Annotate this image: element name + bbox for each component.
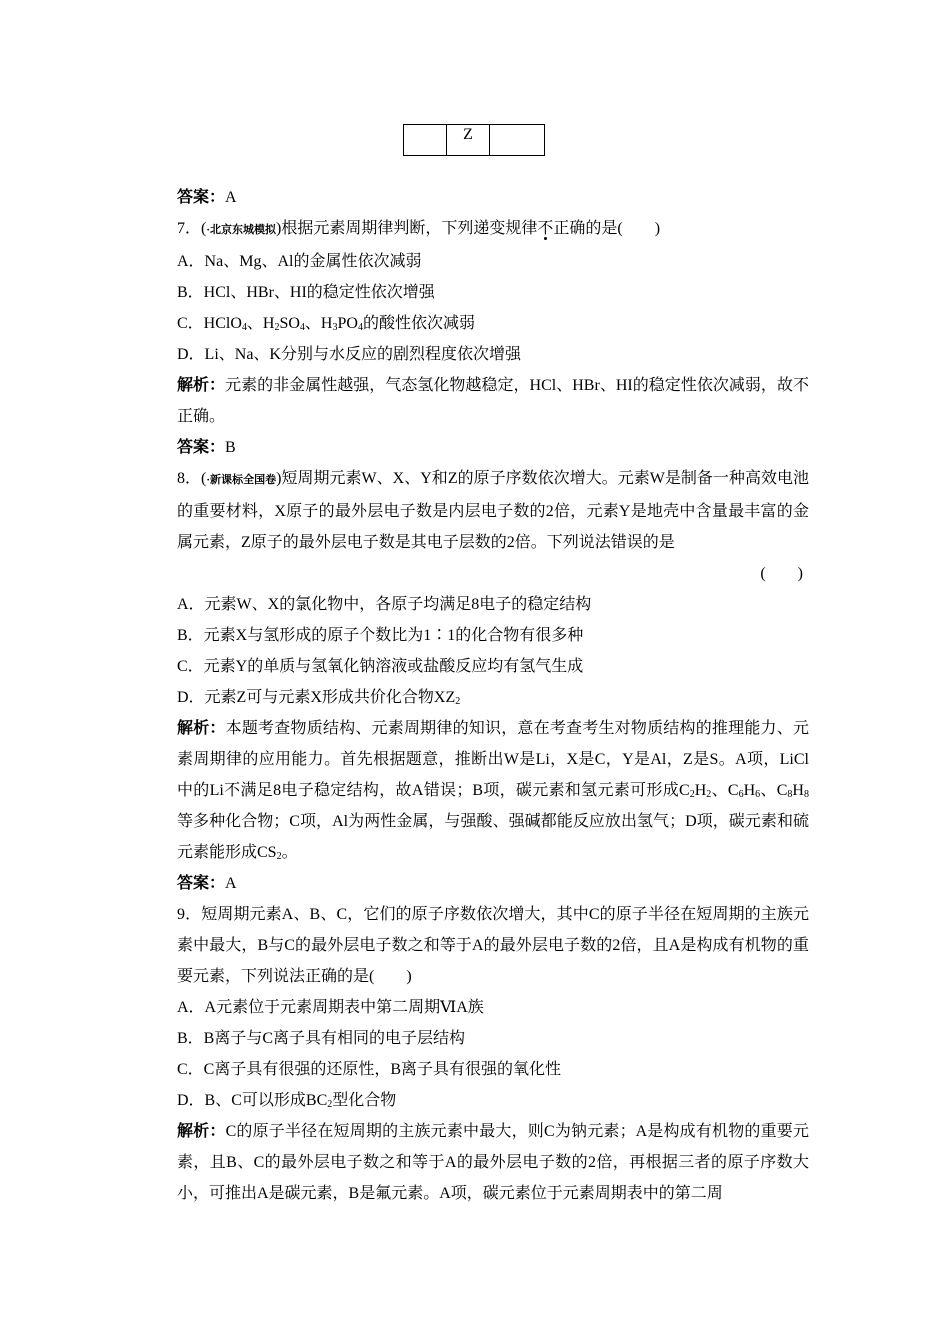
q8-explanation: 解析：本题考查物质结构、元素周期律的知识，意在考查考生对物质结构的推理能力、元素周期律的应用能力。首先根据题意，推断出W是Li，X是C，Y是Al，Z是S。A项，LiCl中的Li不满足8电子稳定结构，故A错误；B项，碳元素和氢元素可形成$C_2H_2$、$C_6H_6$、$C_8H_8$等多种化合物；C项，Al为两性金属，与强酸、强碱都能反应放出氢气；D项，碳元素和硫元素能形成$CS_2$。 xyxy=(177,720,809,862)
q8-option-b: B．元素X与氢形成的原子个数比为1∶1的化合物有很多种 xyxy=(177,627,584,644)
q7-option-a: A．Na、Mg、Al的金属性依次减弱 xyxy=(177,253,422,270)
document-body xyxy=(145,182,809,1209)
periodic-table-fragment xyxy=(403,124,545,156)
q9-option-d: D．B、C可以形成$BC_2$型化合物 xyxy=(177,1092,397,1110)
q9-stem: 9．短周期元素A、B、C，它们的原子序数依次增大，其中C的原子半径在短周期的主族元素中最大，B与C的最外层电子数之和等于A的最外层电子数的2倍，且A是构成有机物的重要元素，下列说法正确的是( ) xyxy=(177,906,809,985)
table-cell xyxy=(404,125,447,156)
q8-option-c: C．元素Y的单质与氢氧化钠溶液或盐酸反应均有氢气生成 xyxy=(177,658,584,675)
q7-explanation: 解析：元素的非金属性越强，气态氢化物越稳定，HCl、HBr、HI的稳定性依次减弱，故不正确。 xyxy=(177,377,809,425)
q7-option-c: C．HClO$_4$、$H_2SO_4$、$H_3PO_4$的酸性依次减弱 xyxy=(177,315,475,333)
q7-source: ·北京东城模拟 xyxy=(206,224,277,236)
q7-option-b: B．HCl、HBr、HI的稳定性依次增强 xyxy=(177,284,435,301)
q8-option-a: A．元素W、X的氯化物中，各原子均满足8电子的稳定结构 xyxy=(177,596,592,613)
q8-source: ·新课标全国卷 xyxy=(206,474,277,486)
q8-option-d: D．元素Z可与元素X形成共价化合物$XZ_2$ xyxy=(177,689,461,707)
q7-answer: 答案：B xyxy=(177,439,236,456)
q6-answer: 答案：A xyxy=(177,189,237,206)
q9-explanation: 解析：C的原子半径在短周期的主族元素中最大，则C为钠元素；A是构成有机物的重要元素，且B、C的最外层电子数之和等于A的最外层电子数的2倍，再根据三者的原子序数大小，可推出A是碳元素，B是氟元素。A项，碳元素位于元素周期表中的第二周 xyxy=(177,1123,809,1202)
q9-option-c: C．C离子具有很强的还原性，B离子具有很强的氧化性 xyxy=(177,1061,562,1078)
q7-stem: 7．(·北京东城模拟)根据元素周期律判断，下列递变规律不正确的是( ) xyxy=(177,220,661,237)
table-cell: Z xyxy=(447,125,490,156)
q9-option-a: A．A元素位于元素周期表中第二周期ⅥA族 xyxy=(177,999,484,1016)
q8-stem: 8．(·新课标全国卷)短周期元素W、X、Y和Z的原子序数依次增大。元素W是制备一种高效电池的重要材料，X原子的最外层电子数是内层电子数的2倍，元素Y是地壳中含量最丰富的金属元素，Z原子的最外层电子数是其电子层数的2倍。下列说法错误的是 xyxy=(177,470,809,551)
q7-option-d: D．Li、Na、K分别与水反应的剧烈程度依次增强 xyxy=(177,346,521,363)
q8-answer: 答案：A xyxy=(177,875,237,892)
emphasis-dot: 不 xyxy=(537,220,554,237)
q8-answer-paren: ( ) xyxy=(760,565,803,582)
table-cell xyxy=(490,125,545,156)
q9-option-b: B．B离子与C离子具有相同的电子层结构 xyxy=(177,1030,466,1047)
